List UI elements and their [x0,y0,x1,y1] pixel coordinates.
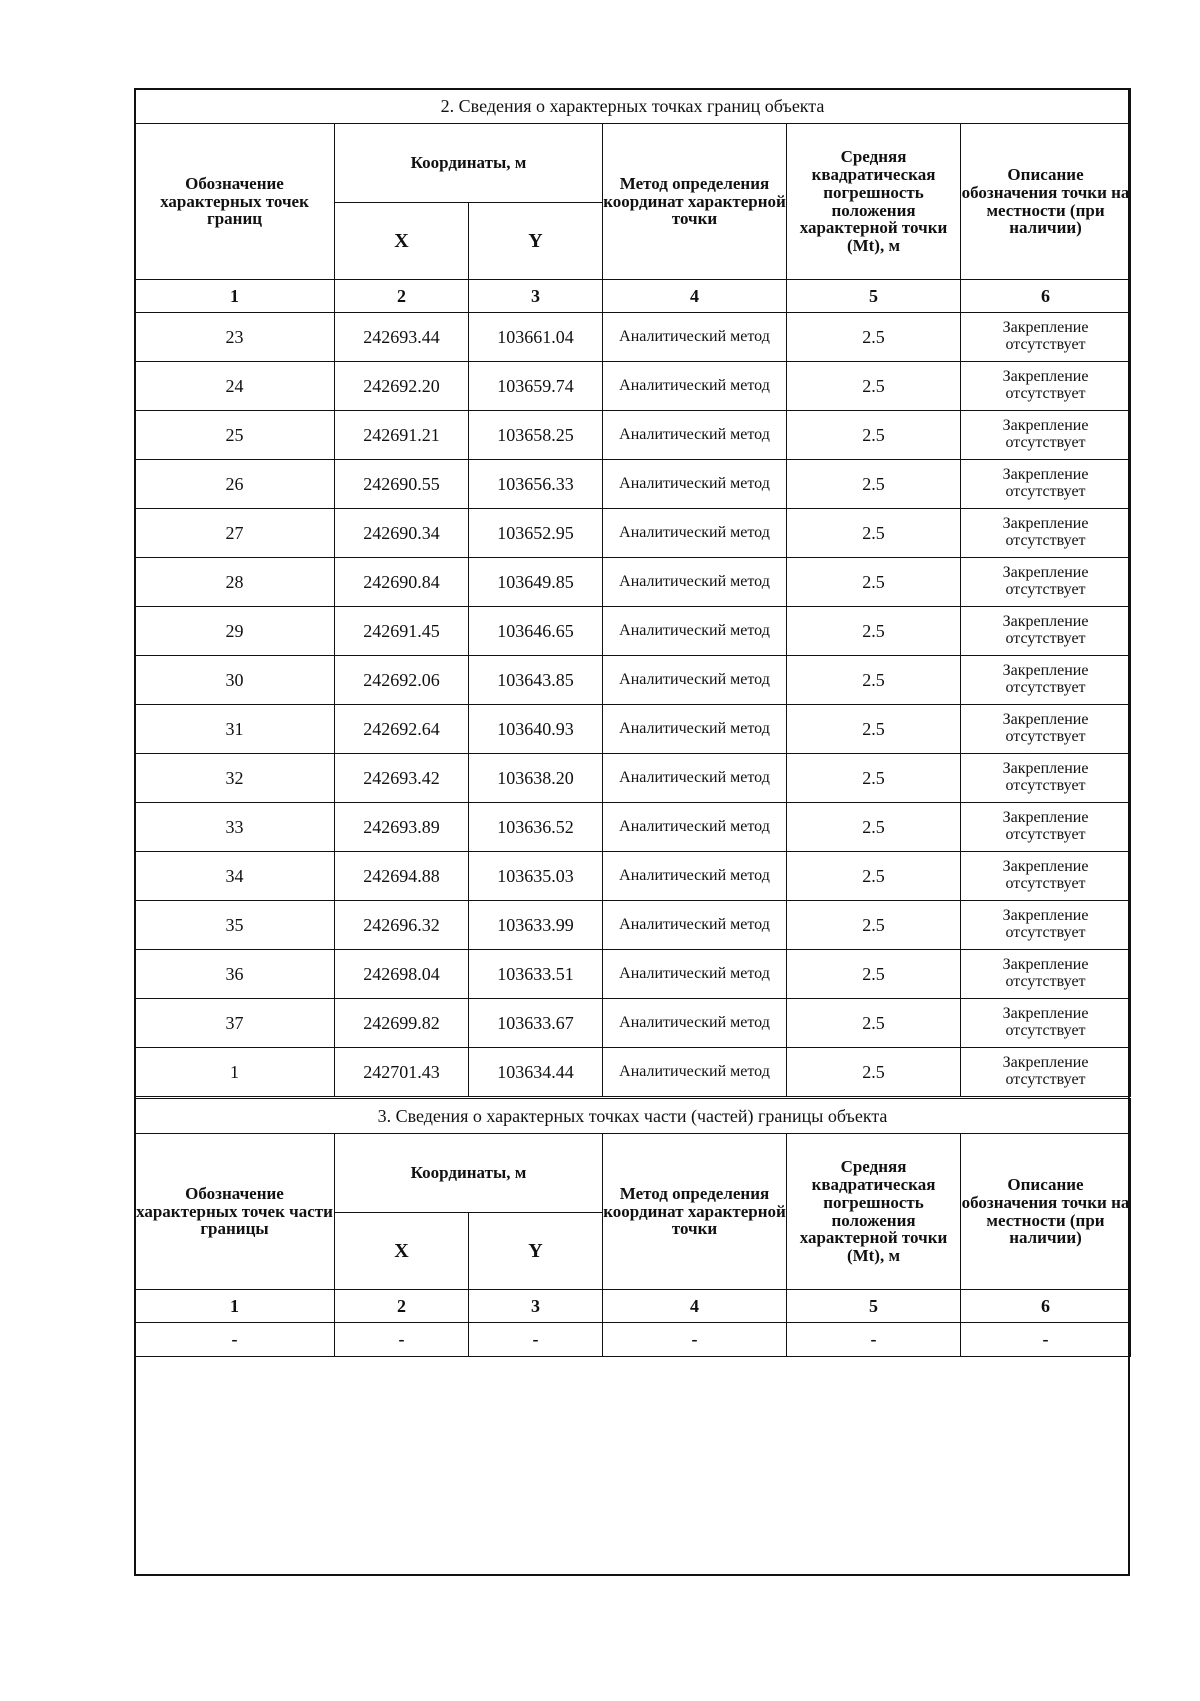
table-row [135,1048,1131,1097]
y-coordinate-cell: 103656.33 [469,460,603,509]
column-number: 5 [787,1290,961,1323]
table-row [135,705,1131,754]
table-row [135,803,1131,852]
table-row [135,607,1131,656]
method-cell: Аналитический метод [603,754,787,803]
point-id-cell: 27 [135,509,335,558]
table-row [135,999,1131,1048]
error-cell: 2.5 [787,705,961,754]
point-id-cell: 26 [135,460,335,509]
header-coords: Координаты, м [335,1134,603,1213]
y-coordinate-cell: 103652.95 [469,509,603,558]
column-number: 3 [469,280,603,313]
table-row [135,901,1131,950]
point-id-cell: 1 [135,1048,335,1097]
y-coordinate-cell: 103633.99 [469,901,603,950]
point-id-cell: 36 [135,950,335,999]
description-cell: Закрепление отсутствует [961,509,1131,558]
error-cell: 2.5 [787,362,961,411]
x-coordinate-cell: 242690.34 [335,509,469,558]
description-cell: Закрепление отсутствует [961,313,1131,362]
x-coordinate-cell: 242692.64 [335,705,469,754]
description-cell: Закрепление отсутствует [961,411,1131,460]
description-cell: Закрепление отсутствует [961,362,1131,411]
y-coordinate-cell: 103658.25 [469,411,603,460]
error-cell: 2.5 [787,460,961,509]
point-id-cell: 35 [135,901,335,950]
table-row [135,313,1131,362]
error-cell: 2.5 [787,754,961,803]
error-cell: 2.5 [787,607,961,656]
header-description: Описание обозначения точки на местности (при наличии) [961,1134,1131,1290]
point-id-cell: 29 [135,607,335,656]
table-row [135,852,1131,901]
header-y: Y [469,1213,603,1290]
method-cell: Аналитический метод [603,999,787,1048]
header-designation: Обозначение характерных точек части границы [135,1134,335,1290]
column-number: 4 [603,280,787,313]
description-cell: Закрепление отсутствует [961,852,1131,901]
method-cell: Аналитический метод [603,901,787,950]
y-coordinate-cell: 103634.44 [469,1048,603,1097]
error-cell: 2.5 [787,313,961,362]
header-designation: Обозначение характерных точек границ [135,124,335,280]
table-row [135,509,1131,558]
x-coordinate-cell: 242690.55 [335,460,469,509]
point-id-cell: 24 [135,362,335,411]
x-coordinate-cell: 242696.32 [335,901,469,950]
column-number: 6 [961,1290,1131,1323]
error-cell: 2.5 [787,1048,961,1097]
x-coordinate-cell: 242694.88 [335,852,469,901]
section-2-title: 2. Сведения о характерных точках границ объекта [135,89,1131,124]
description-cell: Закрепление отсутствует [961,754,1131,803]
method-cell: Аналитический метод [603,950,787,999]
error-cell: 2.5 [787,411,961,460]
point-id-cell: 32 [135,754,335,803]
header-x: X [335,1213,469,1290]
method-cell: Аналитический метод [603,803,787,852]
table-row [135,411,1131,460]
method-cell: Аналитический метод [603,1048,787,1097]
point-id-cell: 37 [135,999,335,1048]
section-3-empty-row [135,1323,1131,1357]
x-coordinate-cell: 242692.06 [335,656,469,705]
table-row [135,460,1131,509]
section-2-rows [135,313,1131,1097]
section-2-header-row-1 [135,124,1131,203]
section-3-column-numbers [135,1290,1131,1323]
method-cell: Аналитический метод [603,558,787,607]
empty-cell: - [787,1323,961,1357]
y-coordinate-cell: 103640.93 [469,705,603,754]
description-cell: Закрепление отсутствует [961,460,1131,509]
description-cell: Закрепление отсутствует [961,803,1131,852]
error-cell: 2.5 [787,950,961,999]
x-coordinate-cell: 242690.84 [335,558,469,607]
header-method: Метод определения координат характерной точки [603,1134,787,1290]
header-x: X [335,203,469,280]
error-cell: 2.5 [787,999,961,1048]
column-number: 2 [335,1290,469,1323]
description-cell: Закрепление отсутствует [961,607,1131,656]
point-id-cell: 34 [135,852,335,901]
point-id-cell: 28 [135,558,335,607]
method-cell: Аналитический метод [603,509,787,558]
column-number: 5 [787,280,961,313]
column-number: 4 [603,1290,787,1323]
column-number: 1 [135,1290,335,1323]
column-number: 1 [135,280,335,313]
x-coordinate-cell: 242692.20 [335,362,469,411]
point-id-cell: 31 [135,705,335,754]
y-coordinate-cell: 103643.85 [469,656,603,705]
column-number: 6 [961,280,1131,313]
point-id-cell: 30 [135,656,335,705]
description-cell: Закрепление отсутствует [961,1048,1131,1097]
x-coordinate-cell: 242693.44 [335,313,469,362]
x-coordinate-cell: 242698.04 [335,950,469,999]
method-cell: Аналитический метод [603,460,787,509]
table-row [135,950,1131,999]
empty-cell: - [335,1323,469,1357]
column-number: 3 [469,1290,603,1323]
empty-cell: - [469,1323,603,1357]
empty-cell: - [135,1323,335,1357]
error-cell: 2.5 [787,656,961,705]
x-coordinate-cell: 242699.82 [335,999,469,1048]
description-cell: Закрепление отсутствует [961,901,1131,950]
method-cell: Аналитический метод [603,362,787,411]
header-description: Описание обозначения точки на местности (при наличии) [961,124,1131,280]
method-cell: Аналитический метод [603,411,787,460]
section-2-table [134,88,1131,1097]
y-coordinate-cell: 103659.74 [469,362,603,411]
x-coordinate-cell: 242693.42 [335,754,469,803]
description-cell: Закрепление отсутствует [961,558,1131,607]
x-coordinate-cell: 242691.45 [335,607,469,656]
point-id-cell: 33 [135,803,335,852]
error-cell: 2.5 [787,509,961,558]
y-coordinate-cell: 103649.85 [469,558,603,607]
method-cell: Аналитический метод [603,313,787,362]
method-cell: Аналитический метод [603,705,787,754]
description-cell: Закрепление отсутствует [961,999,1131,1048]
method-cell: Аналитический метод [603,607,787,656]
description-cell: Закрепление отсутствует [961,656,1131,705]
error-cell: 2.5 [787,901,961,950]
y-coordinate-cell: 103636.52 [469,803,603,852]
x-coordinate-cell: 242701.43 [335,1048,469,1097]
header-error: Средняя квадратическая погрешность положения характерной точки (Mt), м [787,1134,961,1290]
error-cell: 2.5 [787,852,961,901]
header-y: Y [469,203,603,280]
method-cell: Аналитический метод [603,852,787,901]
section-3-header-row-1 [135,1134,1131,1213]
x-coordinate-cell: 242693.89 [335,803,469,852]
y-coordinate-cell: 103633.67 [469,999,603,1048]
method-cell: Аналитический метод [603,656,787,705]
description-cell: Закрепление отсутствует [961,705,1131,754]
point-id-cell: 25 [135,411,335,460]
section-2-column-numbers [135,280,1131,313]
y-coordinate-cell: 103661.04 [469,313,603,362]
table-row [135,754,1131,803]
empty-cell: - [961,1323,1131,1357]
y-coordinate-cell: 103635.03 [469,852,603,901]
header-method: Метод определения координат характерной точки [603,124,787,280]
empty-cell: - [603,1323,787,1357]
header-error: Средняя квадратическая погрешность положения характерной точки (Mt), м [787,124,961,280]
y-coordinate-cell: 103633.51 [469,950,603,999]
x-coordinate-cell: 242691.21 [335,411,469,460]
table-row [135,656,1131,705]
column-number: 2 [335,280,469,313]
section-3-title-row [135,1099,1131,1134]
section-3-title: 3. Сведения о характерных точках части (частей) границы объекта [135,1099,1131,1134]
section-2-title-row [135,89,1131,124]
description-cell: Закрепление отсутствует [961,950,1131,999]
error-cell: 2.5 [787,803,961,852]
error-cell: 2.5 [787,558,961,607]
point-id-cell: 23 [135,313,335,362]
y-coordinate-cell: 103638.20 [469,754,603,803]
table-row [135,362,1131,411]
table-row [135,558,1131,607]
section-3-table [134,1098,1131,1357]
y-coordinate-cell: 103646.65 [469,607,603,656]
header-coords: Координаты, м [335,124,603,203]
